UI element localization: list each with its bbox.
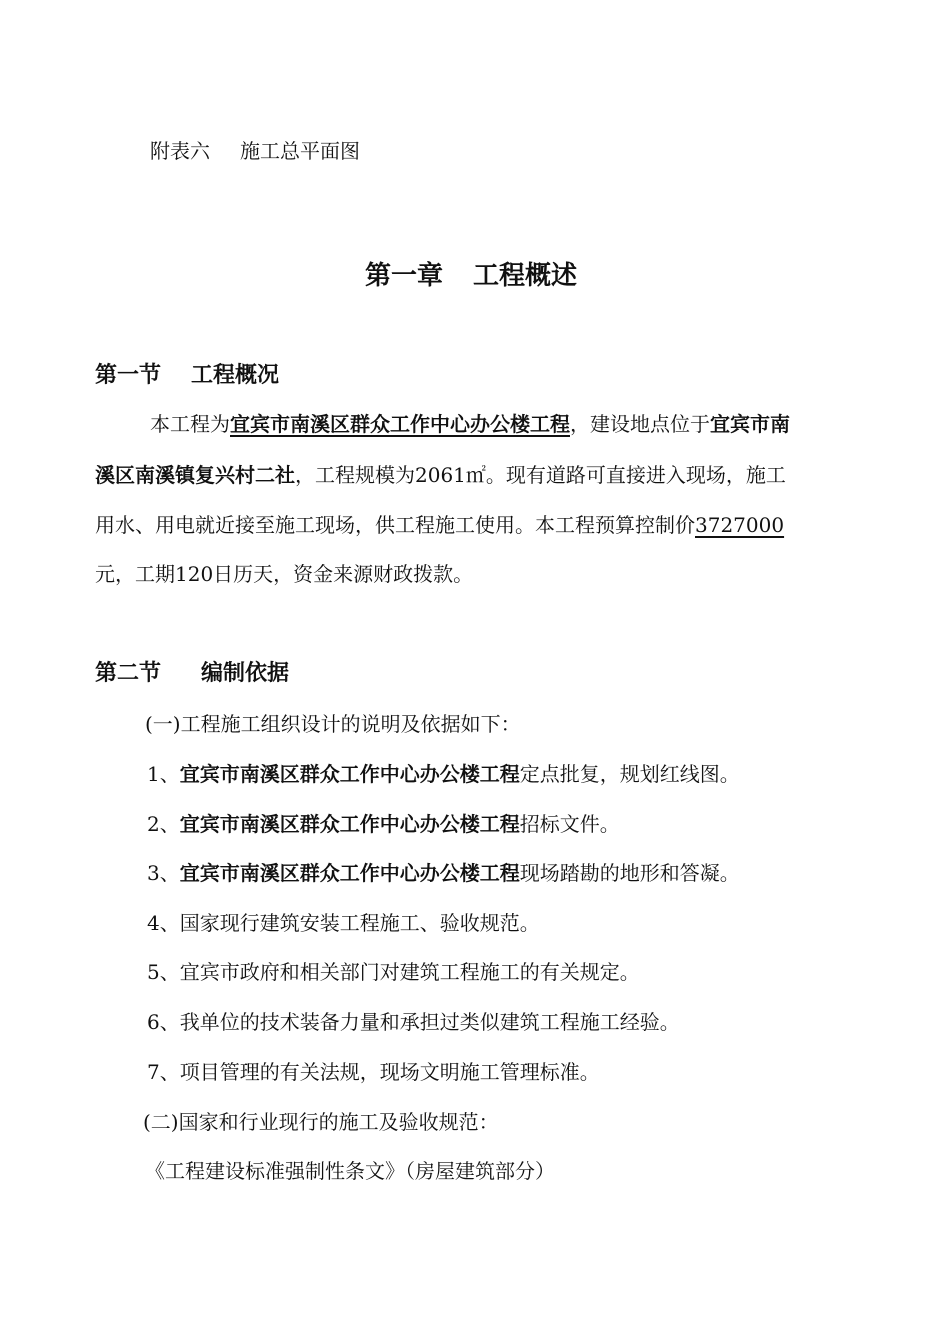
basis-item-3 (147, 859, 740, 887)
chapter-title: 工程概述 (473, 261, 578, 291)
item-text: 我单位的技术装备力量和承担过类似建筑工程施工经验。 (179, 1010, 680, 1034)
section2-heading (95, 659, 289, 689)
project-name: 宜宾市南溪区群众工作中心办公楼工程 (230, 412, 570, 436)
item-number: 1、 (147, 762, 180, 786)
location-part2: 溪区南溪镇复兴村二社 (95, 463, 295, 487)
basis-item-2 (147, 810, 620, 838)
appendix-title: 施工总平面图 (240, 139, 360, 163)
item-number: 7、 (147, 1060, 180, 1084)
item-text: 招标文件。 (519, 812, 620, 836)
section1-number: 第一节 (95, 363, 162, 388)
section1-para-line2 (95, 461, 786, 489)
item-bold: 宜宾市南溪区群众工作中心办公楼工程 (179, 762, 520, 786)
section1-title: 工程概况 (191, 363, 280, 388)
appendix-line (150, 137, 360, 165)
para-text: 元，工期120日历天，资金来源财政拨款。 (95, 562, 474, 586)
section1-para-line1 (150, 410, 790, 438)
para-text: 本工程为 (150, 412, 230, 436)
para-text: ，建设地点位于 (570, 412, 710, 436)
item-number: 3、 (147, 861, 180, 885)
item-number: 5、 (147, 960, 180, 984)
budget-value: 3727000 (695, 513, 785, 537)
chapter-heading (365, 259, 577, 293)
item-number: 6、 (147, 1010, 180, 1034)
item-text: 现场踏勘的地形和答凝。 (519, 861, 740, 885)
item-bold: 宜宾市南溪区群众工作中心办公楼工程 (179, 861, 520, 885)
appendix-label: 附表六 (150, 139, 210, 163)
basis-item-1 (147, 760, 740, 788)
section2-intro: (一)工程施工组织设计的说明及依据如下： (145, 712, 521, 736)
basis-item-5 (147, 958, 640, 986)
standard-reference: 《工程建设标准强制性条文》（房屋建筑部分） (145, 1159, 555, 1183)
location-part1: 宜宾市南 (710, 412, 790, 436)
item-text: 定点批复，规划红线图。 (519, 762, 740, 786)
basis-item-4 (147, 909, 540, 937)
item-text: 国家现行建筑安装工程施工、验收规范。 (179, 911, 540, 935)
item-bold: 宜宾市南溪区群众工作中心办公楼工程 (179, 812, 520, 836)
section2-number: 第二节 (95, 661, 162, 686)
chapter-number: 第一章 (365, 261, 444, 291)
item-text: 项目管理的有关法规，现场文明施工管理标准。 (179, 1060, 600, 1084)
para-text: ，工程规模为2061㎡。现有道路可直接进入现场，施工 (295, 463, 786, 487)
section2-intro2: (二)国家和行业现行的施工及验收规范： (143, 1110, 499, 1134)
section1-heading (95, 361, 279, 391)
basis-item-6 (147, 1008, 680, 1036)
item-number: 2、 (147, 812, 180, 836)
item-text: 宜宾市政府和相关部门对建筑工程施工的有关规定。 (179, 960, 640, 984)
section1-para-line4 (95, 560, 473, 588)
section1-para-line3 (95, 511, 784, 539)
section2-title: 编制依据 (201, 661, 290, 686)
para-text: 用水、用电就近接至施工现场，供工程施工使用。本工程预算控制价 (95, 513, 695, 537)
item-number: 4、 (147, 911, 180, 935)
basis-item-7 (147, 1058, 600, 1086)
